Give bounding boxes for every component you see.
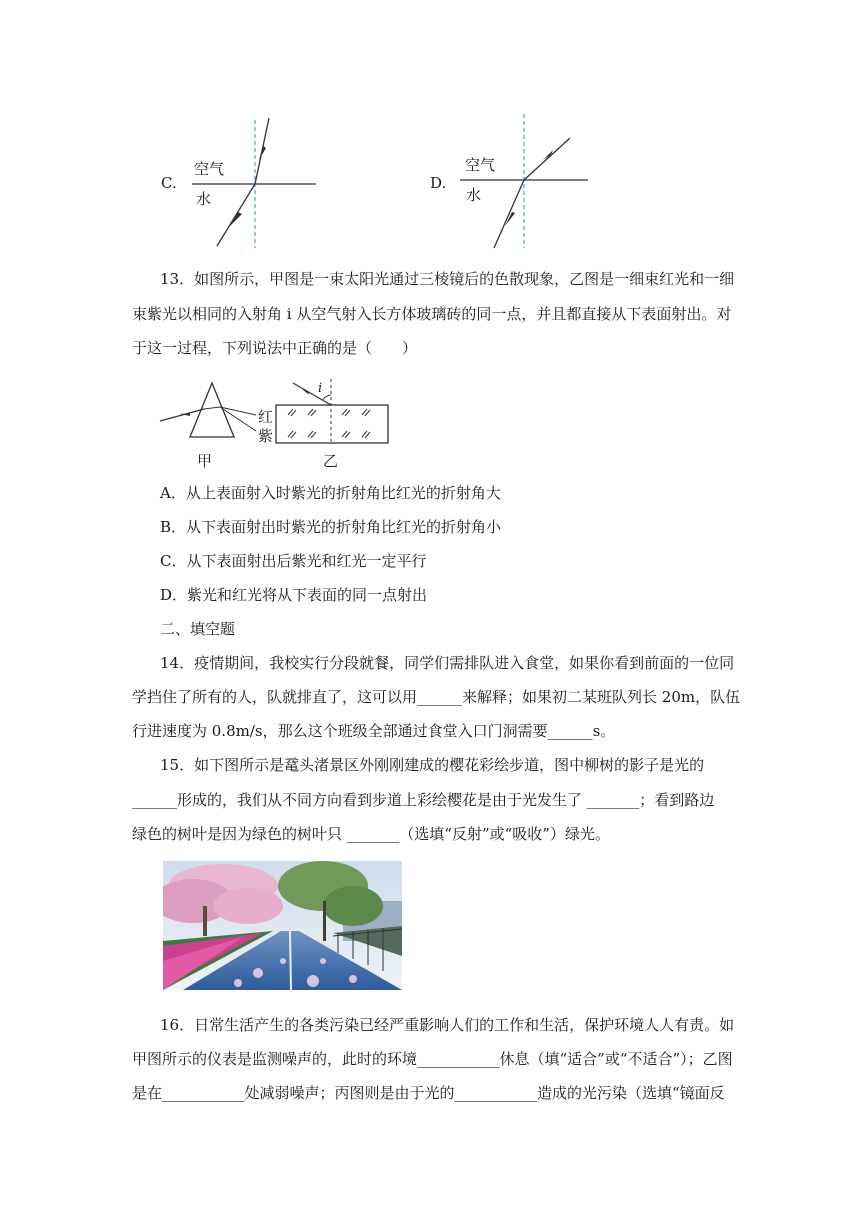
q13-line-3: 于这一过程，下列说法中正确的是（ ）	[132, 339, 418, 357]
option-c-letter: C.	[161, 174, 177, 192]
option-d-water-label: 水	[466, 186, 482, 204]
option-d-incident-ray	[524, 138, 570, 180]
q13-red-label: 红	[258, 408, 274, 426]
prism-triangle	[190, 383, 234, 437]
q13-option-c: C．从下表面射出后紫光和红光一定平行	[160, 552, 427, 570]
q13-option-a: A．从上表面射入时紫光的折射角比红光的折射角大	[160, 484, 501, 502]
option-d-air-label: 空气	[465, 156, 496, 174]
option-c-water-label: 水	[196, 190, 212, 208]
q14-line-3: 行进速度为 0.8m/s，那么这个班级全部通过食堂入口门洞需要______s。	[132, 722, 616, 740]
q14-line-2: 学挡住了所有的人，队就排直了，这可以用______来解释；如果初二某班队列长 20m，队伍	[132, 688, 741, 706]
q13-violet-label: 紫	[258, 427, 274, 445]
q16-line-2: 甲图所示的仪表是监测噪声的，此时的环境___________休息（填“适合”或“不适合”）；乙图	[132, 1050, 733, 1068]
option-d-refracted-ray	[494, 180, 524, 248]
option-c-air-label: 空气	[194, 160, 225, 178]
option-c-refracted-ray	[217, 184, 255, 246]
q13-option-d: D．紫光和红光将从下表面的同一点射出	[160, 586, 428, 604]
q15-line-2: ______形成的，我们从不同方向看到步道上彩绘樱花是由于光发生了 _______；看到路边	[132, 791, 715, 809]
q13-option-b: B．从下表面射出时紫光的折射角比红光的折射角小	[160, 518, 502, 536]
option-d-letter: D.	[430, 174, 447, 192]
q13-angle-label: i	[318, 381, 323, 396]
q13-line-1: 13．如图所示，甲图是一束太阳光通过三棱镜后的色散现象，乙图是一细束红光和一细	[160, 270, 735, 288]
q13-yi-label: 乙	[323, 452, 339, 470]
q13-line-2: 束紫光以相同的入射角 i 从空气射入长方体玻璃砖的同一点，并且都直接从下表面射出。对	[132, 305, 732, 323]
glass-incident-ray	[293, 383, 331, 405]
glass-block	[276, 405, 388, 443]
option-c-refraction-diagram	[0, 0, 860, 300]
q15-line-3: 绿色的树叶是因为绿色的树叶只 _______（选填“反射”或“吸收”）绿光。	[132, 825, 610, 843]
q16-line-1: 16．日常生活产生的各类污染已经严重影响人们的工作和生活，保护环境人人有责。如	[160, 1016, 735, 1034]
q13-dispersion-figure	[150, 375, 400, 470]
cherry-blossom-walkway-photo	[163, 861, 402, 990]
q16-line-3: 是在___________处减弱噪声；丙图则是由于光的___________造成的光污染（选填“镜面反	[132, 1084, 725, 1102]
q15-line-1: 15．如下图所示是鼋头渚景区外刚刚建成的樱花彩绘步道，图中柳树的影子是光的	[160, 756, 705, 774]
q13-jia-label: 甲	[197, 452, 213, 470]
incident-angle-arc	[323, 395, 331, 400]
q14-line-1: 14．疫情期间，我校实行分段就餐，同学们需排队进入食堂，如果你看到前面的一位同	[160, 654, 735, 672]
section-heading: 二、填空题	[160, 620, 236, 638]
